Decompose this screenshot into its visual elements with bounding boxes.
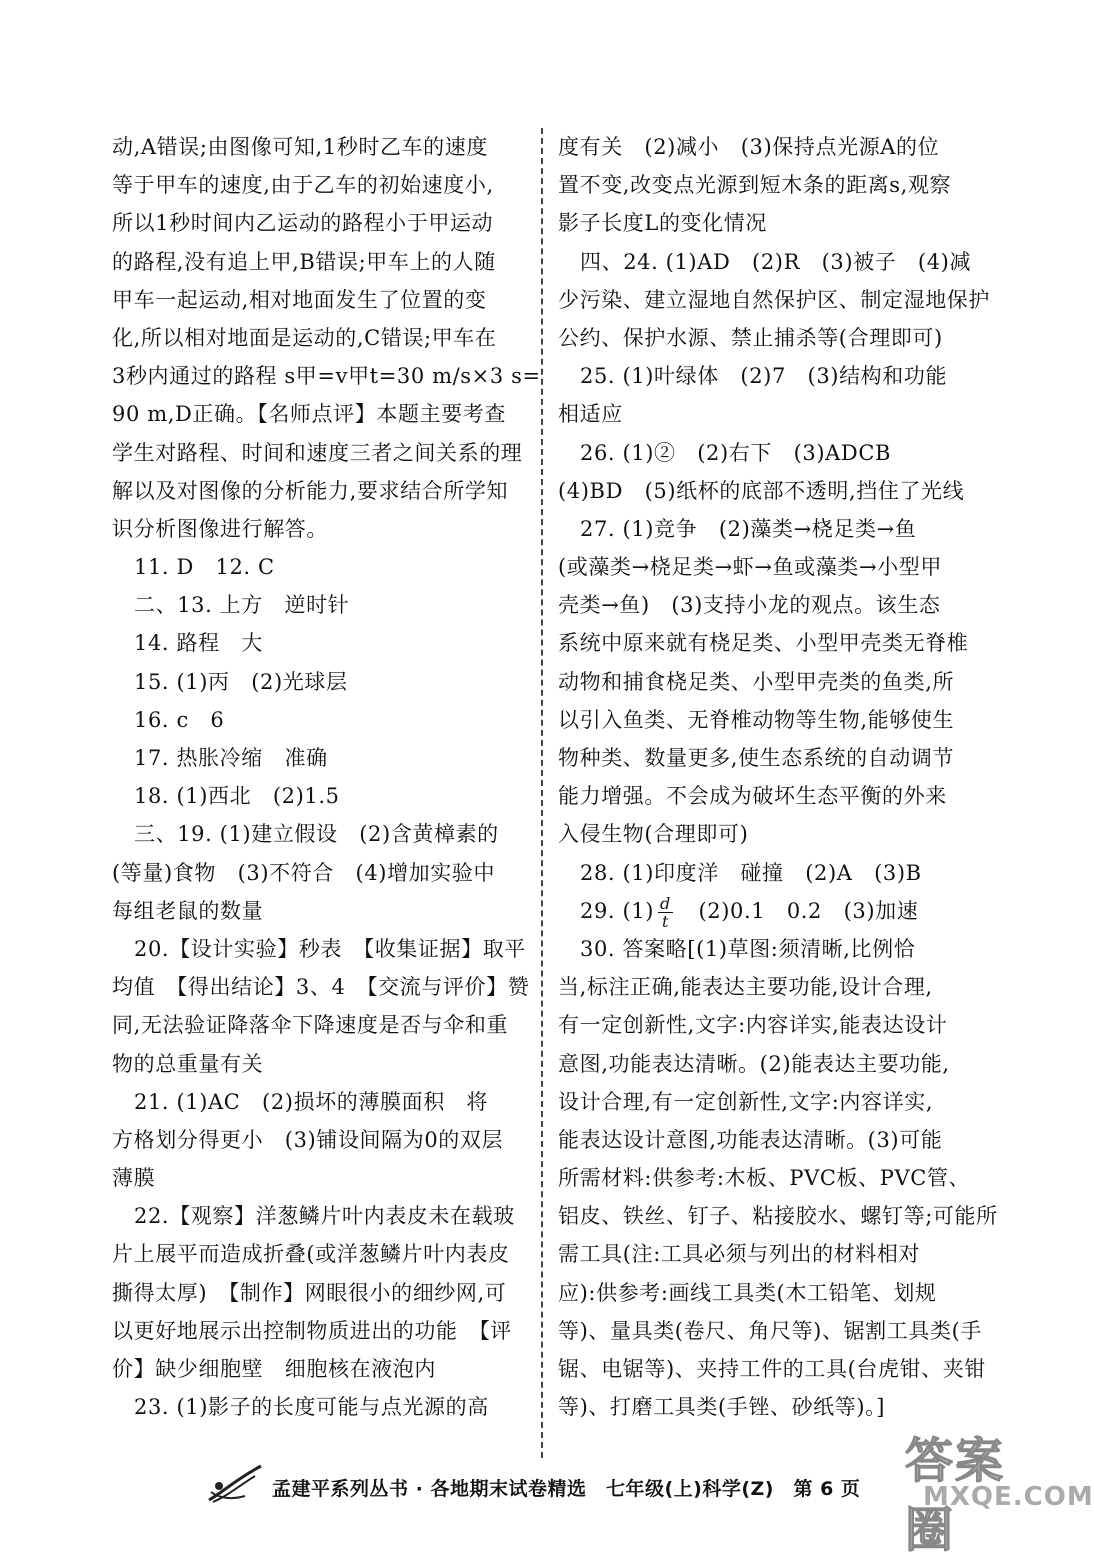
text-line: 25. (1)叶绿体 (2)7 (3)结构和功能 (580, 364, 948, 389)
watermark-url-text: MXQE.COM (923, 1482, 1094, 1512)
text-line: 11. D 12. C (134, 555, 275, 580)
text-line: 影子长度L的变化情况 (558, 211, 767, 236)
text-line: 度有关 (2)减小 (3)保持点光源A的位 (558, 135, 940, 159)
text-line: 30. 答案略[(1)草图:须清晰,比例恰 (580, 936, 916, 961)
text-line: 以引入鱼类、无脊椎动物等生物,能够使生 (558, 707, 955, 732)
text-line: 所以1秒时间内乙运动的路程小于甲运动 (112, 211, 494, 236)
text-line: 有一定创新性,文字:内容详实,能表达设计 (558, 1013, 948, 1038)
text-line: 相适应 (558, 402, 623, 427)
text-line: 均值 【得出结论】3、4 【交流与评价】赞 (112, 975, 530, 1000)
text-line: 锯、电锯等)、夹持工件的工具(台虎钳、夹钳 (558, 1357, 986, 1381)
footer-series-text: 孟建平系列丛书 · 各地期末试卷精选 七年级(上)科学(Z) 第 6 页 (272, 1478, 861, 1500)
text-line: 片上展平而造成折叠(或洋葱鳞片叶内表皮 (112, 1242, 510, 1267)
text-line: 公约、保护水源、禁止捕杀等(合理即可) (558, 325, 943, 350)
text-line: 17. 热胀冷缩 准确 (134, 746, 328, 770)
text-line: 每组老鼠的数量 (112, 898, 264, 923)
text-line: 解以及对图像的分析能力,要求结合所学知 (112, 478, 509, 503)
text-line: 三、19. (1)建立假设 (2)含黄樟素的 (134, 822, 499, 847)
text-line: 壳类→鱼) (3)支持小龙的观点。该生态 (558, 593, 941, 618)
text-line: 意图,功能表达清晰。(2)能表达主要功能, (558, 1051, 950, 1076)
q29-prefix: 29. (1) (580, 898, 655, 923)
text-line: 18. (1)西北 (2)1.5 (134, 784, 340, 809)
fraction (658, 895, 673, 930)
text-line: 置不变,改变点光源到短木条的距离s,观察 (558, 173, 952, 198)
fraction-numerator: d (660, 893, 671, 913)
text-line: 26. (1)② (2)右下 (3)ADCB (580, 440, 892, 465)
text-line: 动,A错误;由图像可知,1秒时乙车的速度 (112, 135, 488, 159)
text-line: 化,所以相对地面是运动的,C错误;甲车在 (112, 325, 497, 350)
text-line: (等量)食物 (3)不符合 (4)增加实验中 (112, 860, 496, 885)
text-line: 当,标注正确,能表达主要功能,设计合理, (558, 975, 933, 1000)
text-line: 能力增强。不会成为破坏生态平衡的外来 (558, 784, 947, 809)
text-line: 二、13. 上方 逆时针 (134, 593, 350, 618)
text-line: 甲车一起运动,相对地面发生了位置的变 (112, 287, 487, 312)
text-line: 的路程,没有追上甲,B错误;甲车上的人随 (112, 249, 496, 274)
text-line: 入侵生物(合理即可) (558, 822, 749, 847)
right-column (558, 128, 998, 1426)
text-line: 少污染、建立湿地自然保护区、制定湿地保护 (558, 287, 990, 312)
text-line: 学生对路程、时间和速度三者之间关系的理 (112, 440, 523, 465)
text-line: 能表达设计意图,功能表达清晰。(3)可能 (558, 1127, 943, 1152)
text-line: 撕得太厚) 【制作】网眼很小的细纱网,可 (112, 1280, 507, 1305)
text-line: 22.【观察】洋葱鳞片叶内表皮未在载玻 (134, 1204, 515, 1229)
text-line: 等)、打磨工具类(手锉、砂纸等)。] (558, 1395, 886, 1420)
text-line: 以更好地展示出控制物质进出的功能 【评 (112, 1318, 512, 1343)
text-line: 21. (1)AC (2)损坏的薄膜面积 将 (134, 1089, 488, 1114)
publisher-logo-icon (205, 1462, 267, 1506)
text-line (558, 892, 972, 930)
text-line: 所需材料:供参考:木板、PVC板、PVC管、 (558, 1166, 971, 1191)
text-line: (或藻类→桡足类→虾→鱼或藻类→小型甲 (558, 555, 942, 580)
left-column (112, 128, 541, 1426)
text-line: 应):供参考:画线工具类(木工铅笔、划规 (558, 1280, 937, 1305)
text-line: 16. c 6 (134, 707, 225, 732)
column-divider (541, 128, 543, 1458)
text-line: 15. (1)丙 (2)光球层 (134, 669, 348, 694)
text-line: 物种类、数量更多,使生态系统的自动调节 (558, 746, 955, 770)
text-line: 系统中原来就有桡足类、小型甲壳类无脊椎 (558, 631, 969, 656)
text-line: 20.【设计实验】秒表 【收集证据】取平 (134, 936, 526, 961)
q29-suffix: (2)0.1 0.2 (3)加速 (676, 898, 919, 923)
text-line: (4)BD (5)纸杯的底部不透明,挡住了光线 (558, 478, 965, 503)
text-line: 等)、量具类(卷尺、角尺等)、锯割工具类(手 (558, 1318, 982, 1343)
text-line: 薄膜 (112, 1166, 156, 1191)
text-line: 识分析图像进行解答。 (112, 516, 328, 541)
text-line: 设计合理,有一定创新性,文字:内容详实, (558, 1089, 934, 1114)
fraction-denominator: t (661, 911, 669, 931)
page-footer (0, 1433, 1094, 1558)
text-line: 方格划分得更小 (3)铺设间隔为0的双层 (112, 1127, 504, 1152)
text-line: 27. (1)竞争 (2)藻类→桡足类→鱼 (580, 516, 917, 541)
watermark-main-text: 答案圈 (905, 1433, 1006, 1558)
text-line: 物的总重量有关 (112, 1051, 264, 1076)
text-line: 四、24. (1)AD (2)R (3)被子 (4)减 (580, 249, 972, 274)
site-watermark (905, 1422, 1094, 1558)
text-line: 28. (1)印度洋 碰撞 (2)A (3)B (580, 860, 922, 885)
text-line: 需工具(注:工具必须与列出的材料相对 (558, 1242, 921, 1267)
text-line: 铝皮、铁丝、钉子、粘接胶水、螺钉等;可能所 (558, 1204, 998, 1229)
text-line: 3秒内通过的路程 s甲=v甲t=30 m/s×3 s= (112, 364, 541, 389)
text-line: 等于甲车的速度,由于乙车的初始速度小, (112, 173, 494, 198)
text-line: 同,无法验证降落伞下降速度是否与伞和重 (112, 1013, 509, 1038)
text-line: 动物和捕食桡足类、小型甲壳类的鱼类,所 (558, 669, 955, 694)
text-line: 价】缺少细胞壁 细胞核在液泡内 (112, 1357, 436, 1381)
text-line: 23. (1)影子的长度可能与点光源的高 (134, 1395, 489, 1420)
text-line: 14. 路程 大 (134, 631, 263, 656)
text-line: 90 m,D正确。【名师点评】本题主要考查 (112, 402, 506, 427)
